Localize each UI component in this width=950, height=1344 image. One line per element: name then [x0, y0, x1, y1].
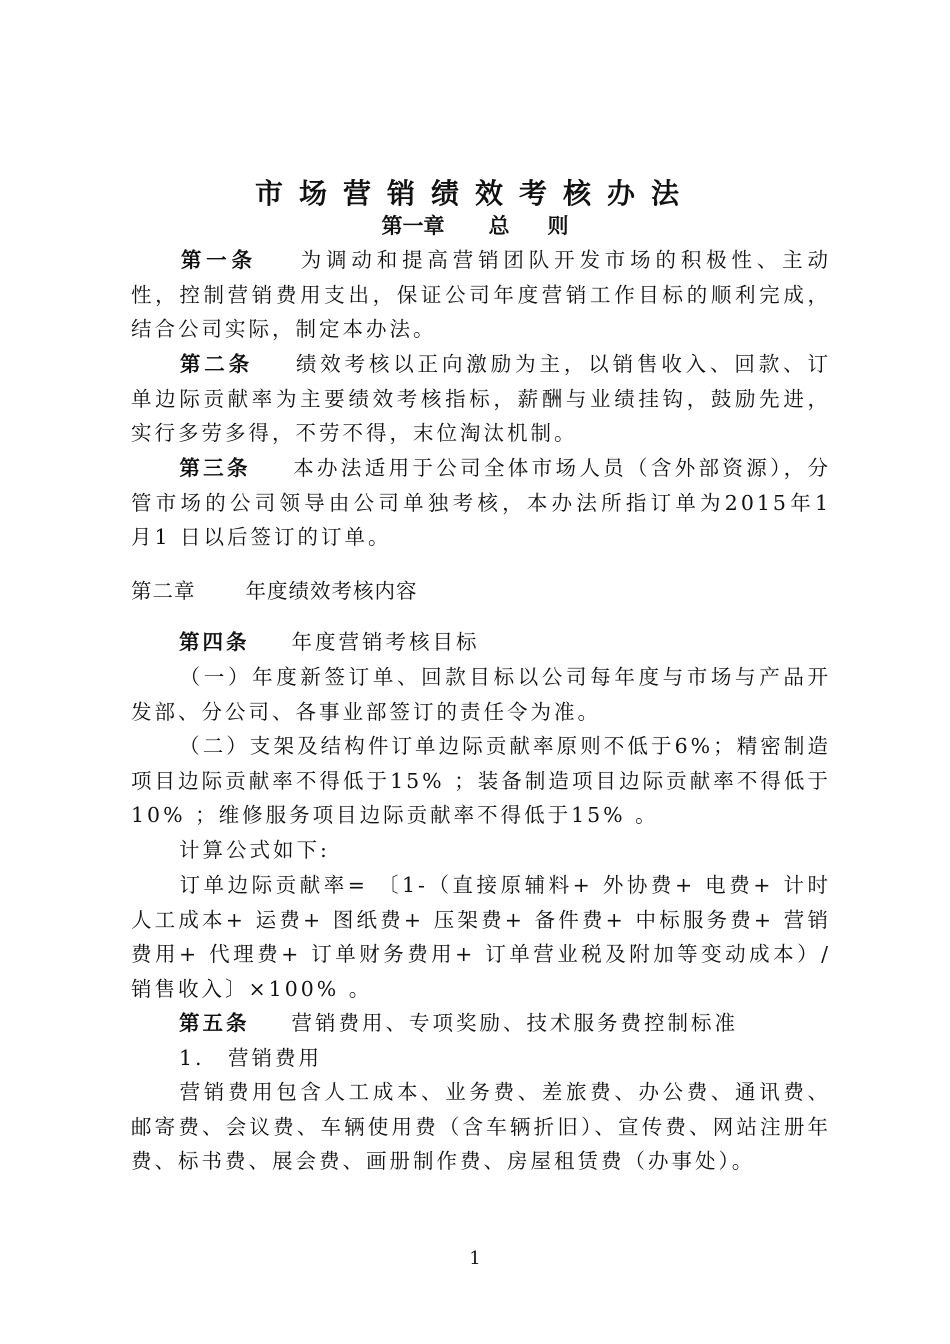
article-3 — [131, 451, 831, 555]
article-3-label: 第三条 — [179, 456, 251, 480]
article-4 — [131, 625, 831, 660]
article-2-label: 第二条 — [179, 352, 253, 376]
chapter-1-number: 第一章 — [381, 214, 445, 238]
article-5-sub-1-body — [131, 1075, 831, 1179]
chapter-2-heading — [131, 574, 418, 604]
article-4-item-2-text: （二）支架及结构件订单边际贡献率原则不低于6%；精密制造项目边际贡献率不得低于15% ；装备制造项目边际贡献率不得低于10% ；维修服务项目边际贡献率不得低于15% 。 — [131, 734, 831, 827]
article-4-item-2 — [131, 729, 831, 833]
article-5-label: 第五条 — [179, 1011, 250, 1035]
article-2-text: 绩效考核以正向激励为主，以销售收入、回款、订单边际贡献率为主要绩效考核指标，薪酬与业绩挂钩，鼓励先进，实行多劳多得，不劳不得，末位淘汰机制。 — [131, 352, 832, 445]
article-5-sub-1-body-text: 营销费用包含人工成本、业务费、差旅费、办公费、通讯费、邮寄费、会议费、车辆使用费（含车辆折旧）、宣传费、网站注册年费、标书费、展会费、画册制作费、房屋租赁费（办事处）。 — [131, 1080, 831, 1173]
article-4-text: 年度营销考核目标 — [291, 630, 480, 654]
article-3-text: 本办法适用于公司全体市场人员（含外部资源），分管市场的公司领导由公司单独考核，本办法所指订单为2015年1 月1 日以后签订的订单。 — [131, 456, 832, 549]
article-1-label: 第一条 — [179, 248, 257, 272]
article-4-label: 第四条 — [179, 630, 250, 654]
article-5-sub-1 — [131, 1041, 831, 1076]
article-4-item-1 — [131, 660, 831, 729]
formula-intro-text: 计算公式如下: — [179, 838, 330, 862]
page-number: 1 — [469, 1248, 481, 1269]
article-5 — [131, 1006, 831, 1041]
chapter-1-name-b: 则 — [547, 214, 569, 238]
document-title: 市场营销绩效考核办法 — [254, 177, 695, 210]
formula — [131, 868, 831, 1006]
article-5-text: 营销费用、专项奖励、技术服务费控制标准 — [291, 1011, 738, 1035]
chapter-2-number: 第二章 — [131, 579, 196, 603]
article-2 — [131, 347, 831, 451]
chapter-1-name-a: 总 — [488, 214, 510, 238]
chapter-1-heading — [0, 210, 950, 240]
article-5-sub-1-text: 1. 营销费用 — [179, 1046, 323, 1070]
article-1-text: 为调动和提高营销团队开发市场的积极性、主动性，控制营销费用支出，保证公司年度营销工作目标的顺利完成，结合公司实际，制定本办法。 — [131, 248, 832, 341]
chapter-2-name: 年度绩效考核内容 — [245, 579, 418, 603]
formula-text: 订单边际贡献率= 〔1-（直接原辅料+ 外协费+ 电费+ 计时人工成本+ 运费+ 图纸费+ 压架费+ 备件费+ 中标服务费+ 营销费用+ 代理费+ 订单财务费用+ 订单营业税及附加等变动成本）/ 销售收入〕×100% 。 — [131, 873, 831, 1001]
formula-intro — [131, 833, 831, 868]
article-1 — [131, 243, 831, 347]
article-4-item-1-text: （一）年度新签订单、回款目标以公司每年度与市场与产品开发部、分公司、各事业部签订的责任令为准。 — [131, 665, 831, 724]
